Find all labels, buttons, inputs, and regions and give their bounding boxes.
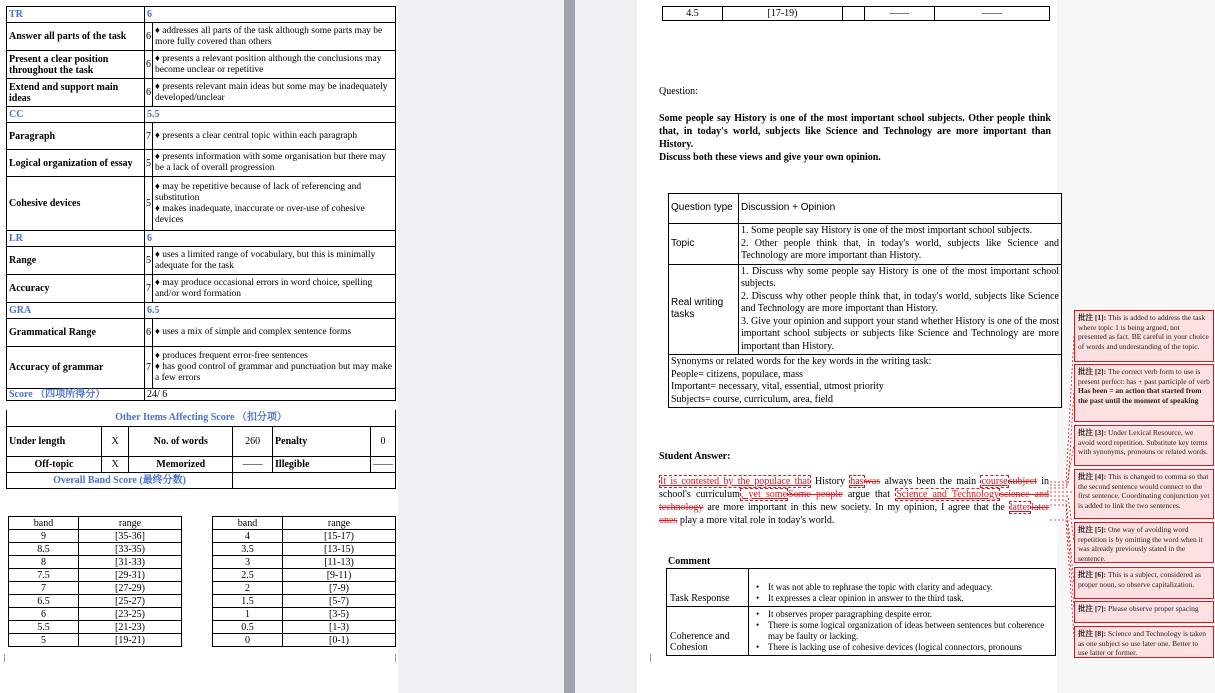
band-cell: 6.5	[9, 595, 79, 608]
criteria-row-score: 6	[145, 79, 153, 107]
range-cell: [35-36]	[79, 530, 182, 543]
criteria-row-score: 5	[145, 177, 153, 231]
penalty-label: Penalty	[273, 426, 371, 456]
illegible-value: ——	[371, 456, 396, 472]
answer-text: are more important in this new society. In my opinion, I agree that the	[703, 502, 1009, 513]
criteria-row-label: Accuracy	[7, 275, 145, 303]
range-cell: [9-11)	[283, 569, 396, 582]
tracked-insertion[interactable]: It is contested by the populace that	[660, 476, 810, 487]
band-cell: 3.5	[213, 543, 283, 556]
range-cell: [17-19)	[723, 7, 843, 21]
question-body: Some people say History is one of the most important school subjects. Other people think that, in today's world, subjects like Science and Technology are more important than History.	[659, 113, 1051, 150]
comment-tag: 批注 [8]:	[1078, 629, 1107, 638]
margin-comment-8[interactable]	[1074, 626, 1214, 658]
band-cell: 7	[9, 582, 79, 595]
comment-text: Please observe proper spacing	[1108, 604, 1199, 613]
question-label: Question:	[659, 86, 698, 97]
range-cell: [13-15)	[283, 543, 396, 556]
comment-tag: 批注 [7]:	[1078, 604, 1107, 613]
range-cell: [1-3)	[283, 621, 396, 634]
tracked-deletion[interactable]: later ones	[659, 502, 1049, 526]
criteria-row-desc: ♦ uses a limited range of vocabulary, but this is minimally adequate for the task	[153, 247, 396, 275]
criteria-row-desc: ♦ may produce occasional errors in word choice, spelling and/or word formation	[153, 275, 396, 303]
criteria-row-label: Paragraph	[7, 123, 145, 150]
tracked-insertion[interactable]: , yet some	[740, 489, 788, 500]
margin-comment-4[interactable]	[1074, 469, 1214, 519]
comment-text: One way of avoiding word repetition is by omitting the word when it was already previously stated in the sentence.	[1078, 525, 1203, 563]
range-cell: [29-31)	[79, 569, 182, 582]
range-cell: [27-29)	[79, 582, 182, 595]
criteria-row-label: Grammatical Range	[7, 319, 145, 347]
range-cell: [0-1)	[283, 634, 396, 647]
criteria-row-desc: ♦ addresses all parts of the task although some parts may be more fully covered than others	[153, 23, 396, 51]
range-cell: ——	[935, 7, 1050, 21]
criteria-cc-label: CC	[7, 107, 145, 123]
overall-band-label: Overall Band Score (最终分数)	[7, 472, 233, 488]
criteria-row-label: Range	[7, 247, 145, 275]
criteria-gra-label: GRA	[7, 303, 145, 319]
comment-item: • It observes proper paragraphing despite error.	[752, 609, 1052, 620]
criteria-row-label: Extend and support main ideas	[7, 79, 145, 107]
synonyms-line: Subjects= course, curriculum, area, field	[671, 393, 833, 405]
topic-line: 2. Other people think that, in today's world, subjects like Science and Technology are more important than History.	[741, 237, 1059, 261]
range-cell: [3-5)	[283, 608, 396, 621]
comment-tag: 批注 [6]:	[1078, 570, 1107, 579]
score-label: Score （四项所得分）	[7, 389, 145, 401]
band-cell: 8.5	[9, 543, 79, 556]
topic-label: Topic	[669, 224, 739, 265]
comment-text-bold: = an action that started from the past until the moment of speaking	[1078, 386, 1202, 405]
band-cell: 4.5	[663, 7, 723, 21]
criteria-tr-score: 6	[145, 7, 396, 23]
margin-comment-1[interactable]	[1074, 310, 1214, 362]
range-cell: [21-23)	[79, 621, 182, 634]
tracked-deletion[interactable]: was	[864, 476, 881, 487]
margin-comment-6[interactable]	[1074, 567, 1214, 599]
answer-text: in school's curriculum	[659, 476, 1049, 500]
band-cell: 4	[213, 530, 283, 543]
criteria-row-desc: ♦ presents information with some organisation but there may be a lack of overall progression	[153, 150, 396, 177]
criteria-desc-line: ♦ makes inadequate, inaccurate or over-use of cohesive devices	[155, 203, 365, 225]
band-cell: 1.5	[213, 595, 283, 608]
under-length-label: Under length	[7, 426, 102, 456]
connector-line	[1050, 445, 1074, 488]
connector-line	[1050, 505, 1074, 608]
criteria-cc-score: 5.5	[145, 107, 396, 123]
criteria-lr-score: 6	[145, 231, 396, 247]
band-cell: 0	[213, 634, 283, 647]
comment-tag: 批注 [4]:	[1078, 472, 1107, 481]
band-cell: 9	[9, 530, 79, 543]
score-value: 24/ 6	[145, 389, 396, 401]
tracked-deletion[interactable]: science and technology	[659, 489, 1049, 513]
band-cell: 2.5	[213, 569, 283, 582]
criteria-gra-score: 6.5	[145, 303, 396, 319]
student-answer-label: Student Answer:	[659, 451, 731, 462]
words-label: No. of words	[129, 426, 233, 456]
tasks-label: Real writing tasks	[669, 264, 739, 355]
range-cell: [23-25)	[79, 608, 182, 621]
comment-bold: Has been	[1078, 386, 1108, 395]
range-cell: [15-17)	[283, 530, 396, 543]
band-header: band	[213, 517, 283, 530]
connector-line	[1050, 500, 1074, 584]
comment-label: Comment	[668, 556, 711, 567]
comment-tag: 批注 [3]:	[1078, 428, 1107, 437]
question-type-label: Question type	[669, 194, 739, 224]
range-cell: [19-21)	[79, 634, 182, 647]
band-cell: 5.5	[9, 621, 79, 634]
task-line: 1. Discuss why some people say History is one of the most important school subjects.	[741, 265, 1059, 289]
comment-tag: 批注 [5]:	[1078, 525, 1107, 534]
answer-text: always been the main	[880, 476, 981, 487]
comment-text: Science and Technology is taken as one subject so use later one. Better to use latter or former.	[1078, 629, 1207, 657]
range-cell: [31-33)	[79, 556, 182, 569]
synonyms-line: Important= necessary, vital, essential, utmost priority	[671, 381, 884, 392]
comment-tr-label: Task Response	[667, 569, 749, 607]
range-cell: [7-9)	[283, 582, 396, 595]
comment-item: • It expresses a clear opinion in answer to the third task.	[752, 593, 1052, 604]
off-topic-label: Off-topic	[7, 456, 102, 472]
memorized-value: ——	[233, 456, 273, 472]
comment-tag: 批注 [2]:	[1078, 367, 1107, 376]
criteria-row-label: Present a clear position throughout the task	[7, 51, 145, 79]
off-topic-mark: X	[101, 456, 129, 472]
criteria-row-score: 6	[145, 23, 153, 51]
band-cell: 5	[9, 634, 79, 647]
tracked-deletion[interactable]: Some people	[788, 489, 843, 500]
tracked-insertion[interactable]: latter	[1009, 502, 1031, 513]
question-instruction: Discuss both these views and give your own opinion.	[659, 152, 881, 163]
criteria-lr-label: LR	[7, 231, 145, 247]
band-cell: 2	[213, 582, 283, 595]
tracked-insertion[interactable]: course	[981, 476, 1008, 487]
question-type-value: Discussion + Opinion	[739, 194, 1062, 224]
answer-text: play a more vital role in today's world.	[677, 515, 835, 526]
task-line: 3. Give your opinion and support your stand whether History is one of the most important school subjects or subjects like Science and Technology are more important than History.	[741, 315, 1060, 352]
criteria-row-score: 6	[145, 319, 153, 347]
criteria-row-score: 7	[145, 123, 153, 150]
range-cell: [5-7)	[283, 595, 396, 608]
criteria-desc-line: ♦ produces frequent error-free sentences	[155, 351, 308, 361]
synonyms-line: People= citizens, populace, mass	[671, 368, 803, 380]
criteria-row-score: 5	[145, 150, 153, 177]
criteria-row-label: Logical organization of essay	[7, 150, 145, 177]
topic-line: 1. Some people say History is one of the most important school subjects.	[741, 225, 1033, 236]
comment-text: This is added to address the task where topic 1 is being argued, not presented as fact. BE careful in your choice of words and understanding of the topic.	[1078, 313, 1209, 351]
band-cell: 0.5	[213, 621, 283, 634]
range-cell: [25-27)	[79, 595, 182, 608]
criteria-row-label: Accuracy of grammar	[7, 347, 145, 389]
comment-item: • There is some logical organization of ideas between sentences but coherence may be faulty or lacking.	[752, 620, 1052, 642]
band-cell: 8	[9, 556, 79, 569]
connector-line	[1050, 335, 1074, 482]
tracked-insertion[interactable]: Science and Technology	[896, 489, 999, 500]
comment-text: This is a subject, considered as proper noun, so observe capitalization.	[1078, 570, 1201, 589]
tracked-deletion[interactable]: subject	[1008, 476, 1037, 487]
task-line: 2. Discuss why other people think that, in today's world, subjects like Science and Technology are more important than History.	[741, 290, 1059, 314]
comment-text: The correct verb form to use is present perfect: has + past participle of verb	[1078, 367, 1210, 386]
other-items-title: Other Items Affecting Score （扣分项）	[7, 410, 396, 426]
criteria-row-score: 6	[145, 51, 153, 79]
criteria-row-desc: ♦ presents a clear central topic within each paragraph	[153, 123, 396, 150]
range-cell: [11-13)	[283, 556, 396, 569]
answer-text: argue that	[842, 489, 896, 500]
tracked-insertion[interactable]: has	[850, 476, 864, 487]
range-header: range	[79, 517, 182, 530]
margin-comment-7[interactable]	[1074, 601, 1214, 623]
range-header: range	[283, 517, 396, 530]
criteria-row-score: 7	[145, 275, 153, 303]
synonyms-title: Synonyms or related words for the key words in the writing task:	[671, 356, 932, 367]
comment-item: • It was not able to rephrase the topic with clarity and adequacy.	[752, 582, 1052, 593]
criteria-desc-line: ♦ has good control of grammar and punctuation but may make a few errors	[155, 362, 393, 383]
penalty-value: 0	[371, 426, 396, 456]
band-cell: ——	[865, 7, 935, 21]
comment-tag: 批注 [1]:	[1078, 313, 1107, 322]
criteria-row-desc: ♦ presents relevant main ideas but some may be inadequately developed/unclear	[153, 79, 396, 107]
margin-comment-2[interactable]	[1074, 364, 1214, 422]
band-cell: 6	[9, 608, 79, 621]
words-value: 260	[233, 426, 273, 456]
memorized-label: Memorized	[129, 456, 233, 472]
comment-cc-label: Coherence and Cohesion	[667, 607, 749, 656]
criteria-row-label: Answer all parts of the task	[7, 23, 145, 51]
criteria-tr-label: TR	[7, 7, 145, 23]
criteria-row-label: Cohesive devices	[7, 177, 145, 231]
comment-item: • There is lacking use of cohesive devices (logical connectors, pronouns	[752, 642, 1052, 653]
criteria-row-desc: ♦ uses a mix of simple and complex sentence forms	[153, 319, 396, 347]
comment-text: This is changed to comma so that the second sentence would connect to the first sentence. Coordinating conjunction yet is added to link the two sentences.	[1078, 472, 1210, 510]
band-header: band	[9, 517, 79, 530]
band-cell: 1	[213, 608, 283, 621]
illegible-label: Illegible	[273, 456, 371, 472]
connector-line	[1050, 496, 1074, 542]
margin-comment-3[interactable]	[1074, 425, 1214, 466]
range-cell: [33-35)	[79, 543, 182, 556]
criteria-row-desc: ♦ presents a relevant position although the conclusions may become unclear or repetitive	[153, 51, 396, 79]
criteria-desc-line: ♦ may be repetitive because of lack of referencing and substitution	[155, 181, 362, 203]
band-cell: 7.5	[9, 569, 79, 582]
criteria-row-score: 5	[145, 247, 153, 275]
comment-text: Under Lexical Resource, we avoid word repetition. Substitute key terms with synonyms, pronouns or related words.	[1078, 428, 1208, 456]
band-cell: 3	[213, 556, 283, 569]
criteria-row-score: 7	[145, 347, 153, 389]
connector-line	[1050, 520, 1074, 637]
margin-comment-5[interactable]	[1074, 522, 1214, 563]
answer-text: History	[810, 476, 850, 487]
under-length-mark: X	[101, 426, 129, 456]
